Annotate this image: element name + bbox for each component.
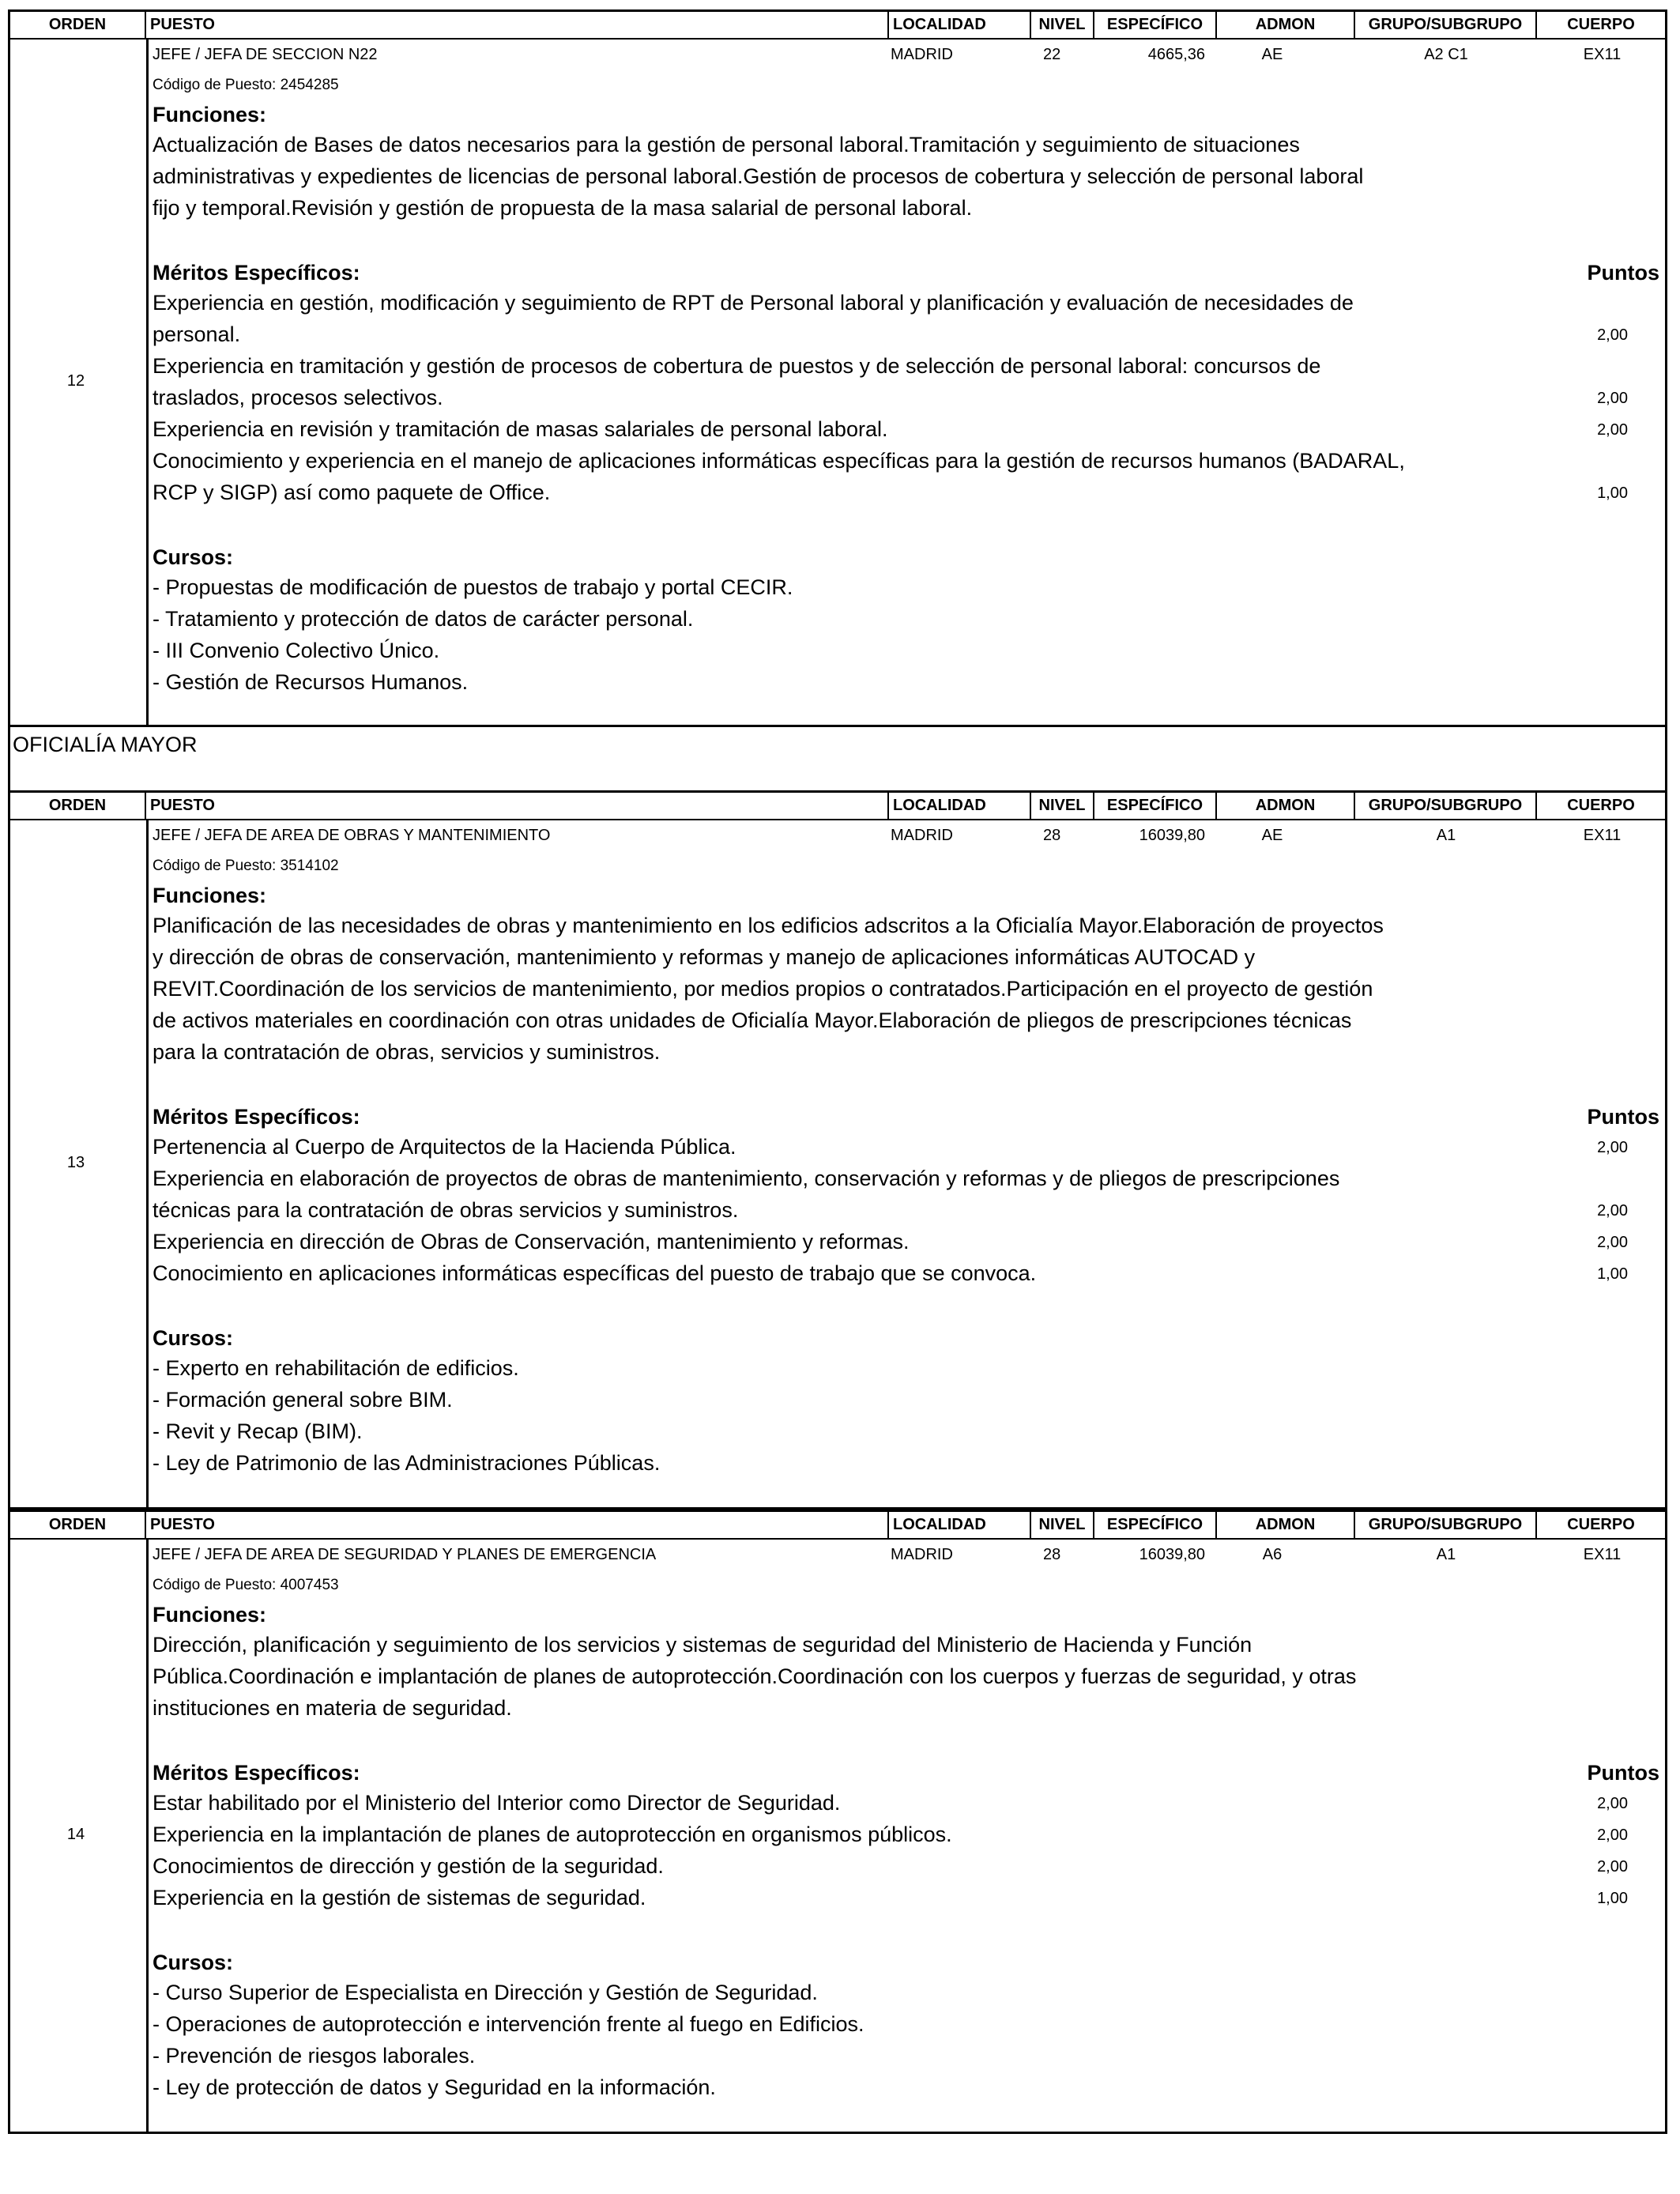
merito-line: Experiencia en elaboración de proyectos de obras de mantenimiento, conservación y reformas y de pliegos de prescripciones xyxy=(153,1167,1340,1190)
row-divider-orden xyxy=(146,40,149,727)
codigo-puesto: Código de Puesto: 3514102 xyxy=(153,858,339,874)
grupo-value: A2 C1 xyxy=(1424,46,1468,63)
merito-line: técnicas para la contratación de obras servicios y suministros. xyxy=(153,1198,739,1222)
meritos-heading: Méritos Específicos: xyxy=(153,261,360,285)
merito-line: RCP y SIGP) así como paquete de Office. xyxy=(153,481,551,504)
row-right-border xyxy=(1665,40,1667,727)
cursos-heading: Cursos: xyxy=(153,1951,234,1974)
funciones-line: para la contratación de obras, servicios y suministros. xyxy=(153,1040,661,1064)
row-bottom-border xyxy=(8,725,1667,727)
merito-line: Conocimiento y experiencia en el manejo de aplicaciones informáticas específicas para la gestión de recursos humanos (BADARAL, xyxy=(153,449,1405,473)
header-nivel: NIVEL xyxy=(1031,1510,1094,1540)
header-nivel: NIVEL xyxy=(1031,9,1094,40)
merito-puntos: 2,00 xyxy=(1597,1826,1628,1844)
puntos-heading: Puntos xyxy=(1587,1105,1659,1129)
localidad-value: MADRID xyxy=(891,46,953,63)
meritos-heading: Méritos Específicos: xyxy=(153,1761,360,1785)
cuerpo-value: EX11 xyxy=(1583,46,1622,63)
merito-line: Experiencia en la implantación de planes de autoprotección en organismos públicos. xyxy=(153,1823,952,1846)
curso-item: - Propuestas de modificación de puestos de trabajo y portal CECIR. xyxy=(153,575,793,599)
merito-puntos: 1,00 xyxy=(1597,1265,1628,1283)
admon-value: AE xyxy=(1261,827,1283,844)
header-nivel: NIVEL xyxy=(1031,790,1094,820)
puesto-title: JEFE / JEFA DE SECCION N22 xyxy=(153,46,378,63)
merito-puntos: 2,00 xyxy=(1597,421,1628,439)
merito-line: Estar habilitado por el Ministerio del Interior como Director de Seguridad. xyxy=(153,1791,841,1815)
merito-line: Pertenencia al Cuerpo de Arquitectos de la Hacienda Pública. xyxy=(153,1135,736,1159)
codigo-puesto: Código de Puesto: 2454285 xyxy=(153,77,339,93)
orden-number: 13 xyxy=(66,1154,85,1171)
header-admon: ADMON xyxy=(1217,1510,1355,1540)
grupo-value: A1 xyxy=(1436,827,1456,844)
merito-puntos: 2,00 xyxy=(1597,1234,1628,1251)
especifico-value: 16039,80 xyxy=(1139,827,1205,844)
especifico-value: 4665,36 xyxy=(1147,46,1205,63)
header-localidad: LOCALIDAD xyxy=(889,1510,1031,1540)
puesto-title: JEFE / JEFA DE AREA DE SEGURIDAD Y PLANES DE EMERGENCIA xyxy=(153,1546,657,1563)
merito-puntos: 1,00 xyxy=(1597,1890,1628,1907)
cuerpo-value: EX11 xyxy=(1583,1546,1622,1563)
header-cuerpo: CUERPO xyxy=(1537,1510,1667,1540)
merito-puntos: 2,00 xyxy=(1597,1795,1628,1812)
funciones-line: administrativas y expedientes de licencias de personal laboral.Gestión de procesos de cobertura y selección de personal laboral xyxy=(153,164,1364,188)
merito-line: Experiencia en dirección de Obras de Conservación, mantenimiento y reformas. xyxy=(153,1230,910,1253)
merito-line: Conocimiento en aplicaciones informáticas específicas del puesto de trabajo que se convoca. xyxy=(153,1261,1037,1285)
orden-number: 12 xyxy=(66,372,85,390)
curso-item: - Tratamiento y protección de datos de carácter personal. xyxy=(153,607,694,631)
table-header-row xyxy=(8,1510,1667,1540)
row-right-border xyxy=(1665,820,1667,1510)
header-localidad: LOCALIDAD xyxy=(889,790,1031,820)
orden-number: 14 xyxy=(66,1826,85,1843)
header-orden: ORDEN xyxy=(8,1510,146,1540)
header-cuerpo: CUERPO xyxy=(1537,790,1667,820)
cursos-heading: Cursos: xyxy=(153,1326,234,1350)
row-divider-orden xyxy=(146,1540,149,2134)
cursos-heading: Cursos: xyxy=(153,545,234,569)
codigo-puesto: Código de Puesto: 4007453 xyxy=(153,1577,339,1593)
funciones-line: Actualización de Bases de datos necesarios para la gestión de personal laboral.Tramitación y seguimiento de situaciones xyxy=(153,133,1300,156)
funciones-heading: Funciones: xyxy=(153,103,267,126)
cuerpo-value: EX11 xyxy=(1583,827,1622,844)
header-bottom-rule xyxy=(8,38,1667,40)
meritos-heading: Méritos Específicos: xyxy=(153,1105,360,1129)
curso-item: - Revit y Recap (BIM). xyxy=(153,1419,363,1443)
admon-value: AE xyxy=(1261,46,1283,63)
nivel-value: 28 xyxy=(1043,827,1061,844)
header-admon: ADMON xyxy=(1217,790,1355,820)
row-bottom-border xyxy=(8,2132,1667,2134)
header-puesto: PUESTO xyxy=(146,9,889,40)
admon-value: A6 xyxy=(1262,1546,1283,1563)
header-especifico: ESPECÍFICO xyxy=(1094,790,1217,820)
grupo-value: A1 xyxy=(1436,1546,1456,1563)
section-right-border xyxy=(1665,727,1667,790)
merito-puntos: 2,00 xyxy=(1597,1858,1628,1875)
merito-line: Experiencia en revisión y tramitación de masas salariales de personal laboral. xyxy=(153,417,888,441)
header-admon: ADMON xyxy=(1217,9,1355,40)
curso-item: - Experto en rehabilitación de edificios. xyxy=(153,1356,519,1380)
header-especifico: ESPECÍFICO xyxy=(1094,1510,1217,1540)
curso-item: - Ley de protección de datos y Seguridad en la información. xyxy=(153,2075,716,2099)
funciones-line: Dirección, planificación y seguimiento de los servicios y sistemas de seguridad del Ministerio de Hacienda y Función xyxy=(153,1633,1252,1657)
header-orden: ORDEN xyxy=(8,790,146,820)
section-title: OFICIALÍA MAYOR xyxy=(13,733,198,756)
puntos-heading: Puntos xyxy=(1587,1761,1659,1785)
header-bottom-rule xyxy=(8,819,1667,820)
merito-line: Experiencia en gestión, modificación y seguimiento de RPT de Personal laboral y planificación y evaluación de necesidades de xyxy=(153,291,1354,315)
header-grupo: GRUPO/SUBGRUPO xyxy=(1355,790,1537,820)
table-header-row xyxy=(8,9,1667,40)
merito-puntos: 2,00 xyxy=(1597,326,1628,344)
merito-line: traslados, procesos selectivos. xyxy=(153,386,443,409)
localidad-value: MADRID xyxy=(891,827,953,844)
funciones-line: de activos materiales en coordinación con otras unidades de Oficialía Mayor.Elaboración de pliegos de prescripciones técnicas xyxy=(153,1008,1352,1032)
header-orden: ORDEN xyxy=(8,9,146,40)
curso-item: - III Convenio Colectivo Único. xyxy=(153,639,440,662)
header-cuerpo: CUERPO xyxy=(1537,9,1667,40)
merito-puntos: 2,00 xyxy=(1597,390,1628,407)
header-puesto: PUESTO xyxy=(146,1510,889,1540)
funciones-heading: Funciones: xyxy=(153,884,267,907)
header-grupo: GRUPO/SUBGRUPO xyxy=(1355,9,1537,40)
especifico-value: 16039,80 xyxy=(1139,1546,1205,1563)
merito-line: Experiencia en tramitación y gestión de procesos de cobertura de puestos y de selección de personal laboral: concursos de xyxy=(153,354,1321,378)
merito-line: Experiencia en la gestión de sistemas de seguridad. xyxy=(153,1886,646,1909)
funciones-line: fijo y temporal.Revisión y gestión de propuesta de la masa salarial de personal laboral. xyxy=(153,196,973,220)
merito-line: Conocimientos de dirección y gestión de la seguridad. xyxy=(153,1854,664,1878)
curso-item: - Gestión de Recursos Humanos. xyxy=(153,670,469,694)
curso-item: - Curso Superior de Especialista en Dirección y Gestión de Seguridad. xyxy=(153,1981,818,2004)
puntos-heading: Puntos xyxy=(1587,261,1659,285)
funciones-line: Pública.Coordinación e implantación de planes de autoprotección.Coordinación con los cuerpos y fuerzas de seguridad, y otras xyxy=(153,1664,1357,1688)
curso-item: - Ley de Patrimonio de las Administraciones Públicas. xyxy=(153,1451,661,1475)
header-localidad: LOCALIDAD xyxy=(889,9,1031,40)
merito-puntos: 2,00 xyxy=(1597,1202,1628,1220)
curso-item: - Prevención de riesgos laborales. xyxy=(153,2044,476,2068)
table-header-row xyxy=(8,790,1667,820)
header-grupo: GRUPO/SUBGRUPO xyxy=(1355,1510,1537,1540)
header-bottom-rule xyxy=(8,1538,1667,1540)
funciones-line: Planificación de las necesidades de obras y mantenimiento en los edificios adscritos a la Oficialía Mayor.Elaboración de proyectos xyxy=(153,914,1384,937)
curso-item: - Operaciones de autoprotección e intervención frente al fuego en Edificios. xyxy=(153,2012,864,2036)
curso-item: - Formación general sobre BIM. xyxy=(153,1388,453,1412)
row-divider-orden xyxy=(146,820,149,1510)
nivel-value: 22 xyxy=(1043,46,1061,63)
funciones-line: REVIT.Coordinación de los servicios de mantenimiento, por medios propios o contratados.Participación en el proyecto de gestión xyxy=(153,977,1373,1001)
funciones-heading: Funciones: xyxy=(153,1603,267,1627)
merito-line: personal. xyxy=(153,322,241,346)
nivel-value: 28 xyxy=(1043,1546,1061,1563)
merito-puntos: 2,00 xyxy=(1597,1139,1628,1156)
header-especifico: ESPECÍFICO xyxy=(1094,9,1217,40)
row-right-border xyxy=(1665,1540,1667,2134)
section-left-border xyxy=(8,727,10,790)
funciones-line: instituciones en materia de seguridad. xyxy=(153,1696,512,1720)
puesto-title: JEFE / JEFA DE AREA DE OBRAS Y MANTENIMIENTO xyxy=(153,827,551,844)
header-puesto: PUESTO xyxy=(146,790,889,820)
funciones-line: y dirección de obras de conservación, mantenimiento y reformas y manejo de aplicaciones informáticas AUTOCAD y xyxy=(153,945,1256,969)
localidad-value: MADRID xyxy=(891,1546,953,1563)
merito-puntos: 1,00 xyxy=(1597,484,1628,502)
